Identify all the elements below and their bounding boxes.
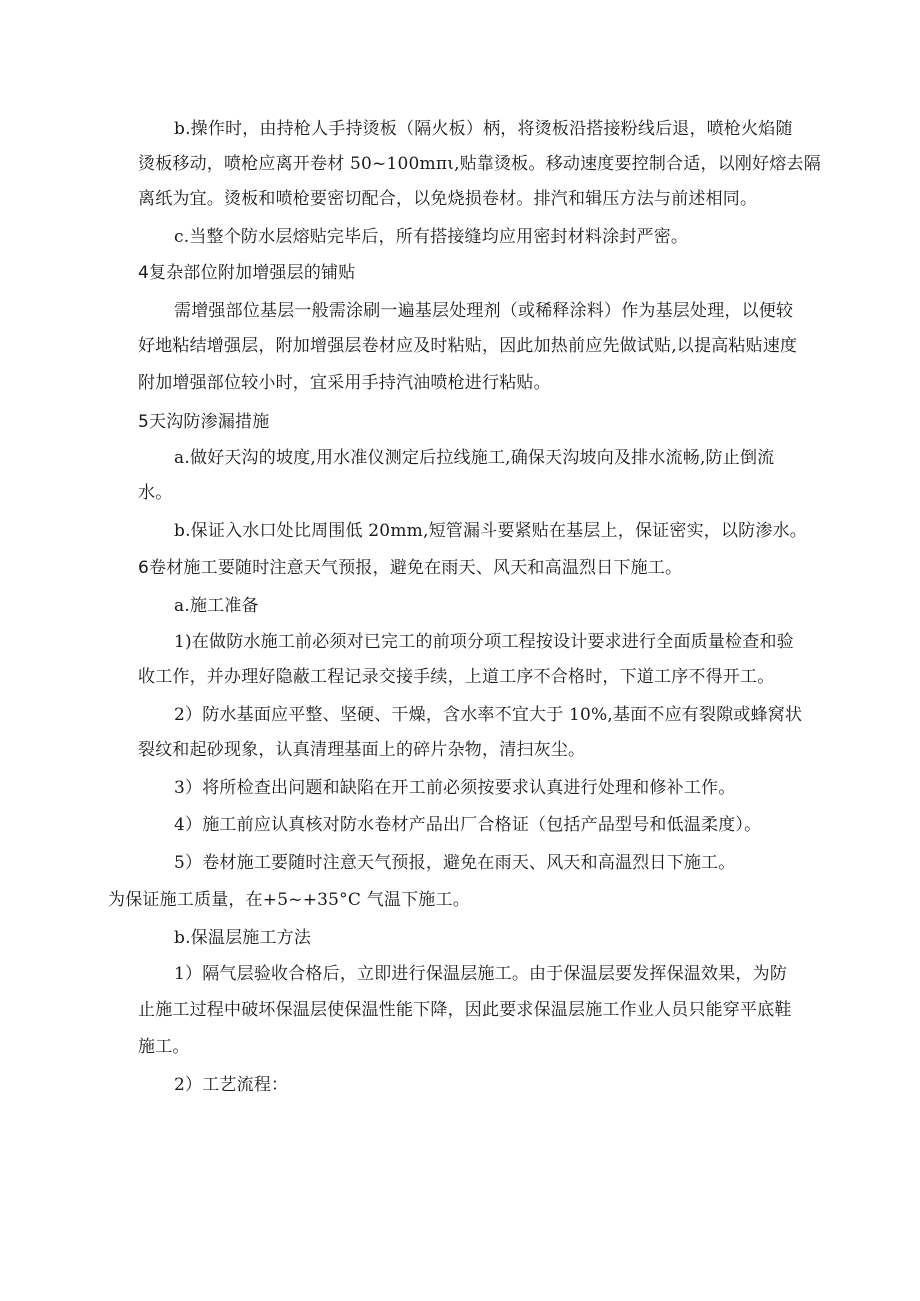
text-line: a.施工准备 <box>174 596 259 616</box>
text-line: 收工作，并办理好隐蔽工程记录交接手续，上道工序不合格时，下道工序不得开工。 <box>138 667 775 687</box>
text-line: 需增强部位基层一般需涂刷一遍基层处理剂（或稀释涂料）作为基层处理，以便较 <box>174 301 794 321</box>
section-heading: 4复杂部位附加增强层的铺贴 <box>138 263 356 283</box>
text-line: b.保温层施工方法 <box>174 928 312 948</box>
text-line: 为保证施工质量，在+5~+35°C 气温下施工。 <box>108 890 470 910</box>
text-line: 1）隔气层验收合格后，立即进行保温层施工。由于保温层要发挥保温效果，为防 <box>174 964 788 984</box>
text-line: 止施工过程中破坏保温层使保温性能下降，因此要求保温层施工作业人员只能穿平底鞋 <box>138 1000 792 1020</box>
text-line: 2）防水基面应平整、坚硬、干燥，含水率不宜大于 10%,基面不应有裂隙或蜂窝状 <box>174 705 803 725</box>
text-line: 3）将所检查出问题和缺陷在开工前必须按要求认真进行处理和修补工作。 <box>174 778 736 798</box>
text-line: a.做好天沟的坡度,用水准仪测定后拉线施工,确保天沟坡向及排水流畅,防止倒流 <box>174 448 775 468</box>
text-line: 附加增强部位较小时，宜采用手持汽油喷枪进行粘贴。 <box>138 373 551 393</box>
text-line: 裂纹和起砂现象，认真清理基面上的碎片杂物，清扫灰尘。 <box>138 740 586 760</box>
text-line: 好地粘结增强层，附加增强层卷材应及时粘贴，因此加热前应先做试贴,以提高粘贴速度 <box>138 336 798 356</box>
text-line: 4）施工前应认真核对防水卷材产品出厂合格证（包括产品型号和低温柔度）。 <box>174 815 762 835</box>
text-line: 5）卷材施工要随时注意天气预报，避免在雨天、风天和高温烈日下施工。 <box>174 853 736 873</box>
text-line: 施工。 <box>138 1037 190 1057</box>
text-line: 2）工艺流程： <box>174 1075 289 1095</box>
text-line: 离纸为宜。烫板和喷枪要密切配合，以免烧损卷材。排汽和辑压方法与前述相同。 <box>138 189 758 209</box>
section-heading: 6卷材施工要随时注意天气预报，避免在雨天、风天和高温烈日下施工。 <box>138 558 683 578</box>
section-heading: 5天沟防渗漏措施 <box>138 412 270 432</box>
text-line: 1)在做防水施工前必须对已完工的前项分项工程按设计要求进行全面质量检查和验 <box>174 632 794 652</box>
text-line: 水。 <box>138 483 173 503</box>
text-line: 烫板移动，喷枪应离开卷材 50~100mπι,贴靠烫板。移动速度要控制合适，以刚好熔去隔 <box>138 154 821 174</box>
text-line: b.操作时，由持枪人手持烫板（隔火板）柄，将烫板沿搭接粉线后退，喷枪火焰随 <box>174 119 793 139</box>
text-line: c.当整个防水层熔贴完毕后，所有搭接缝均应用密封材料涂封严密。 <box>174 227 689 247</box>
text-line: b.保证入水口处比周围低 20mm,短管漏斗要紧贴在基层上，保证密实，以防渗水。 <box>174 521 807 541</box>
